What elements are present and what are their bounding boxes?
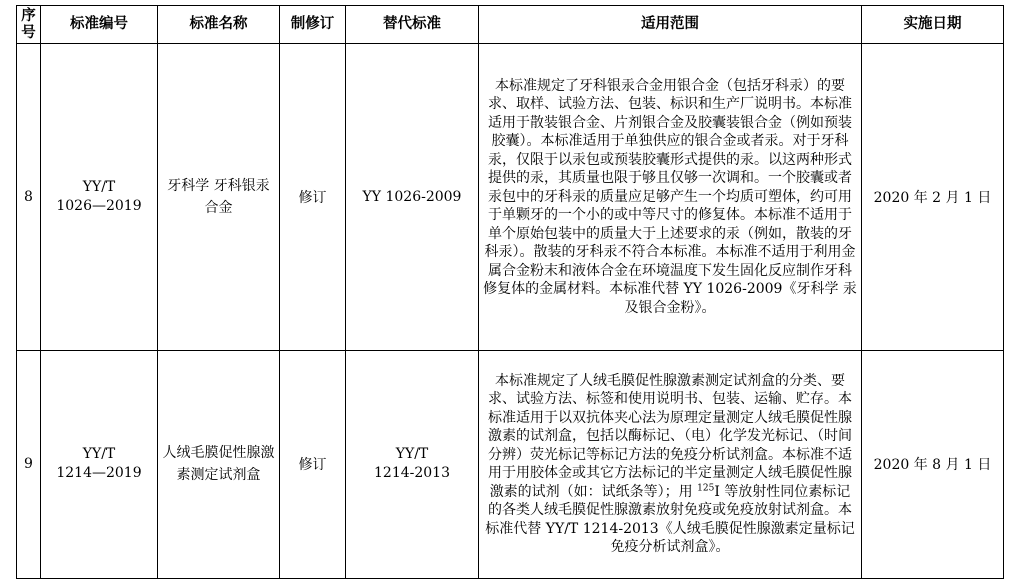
cell-type: 修订 <box>280 44 346 351</box>
header-replaces: 替代标准 <box>346 6 479 44</box>
cell-code <box>41 350 158 578</box>
header-seq-line2: 号 <box>21 24 36 41</box>
cell-type: 修订 <box>280 350 346 578</box>
cell-code <box>41 44 158 351</box>
cell-code-line1: YY/T <box>82 446 116 463</box>
cell-code-line2: 1214—2019 <box>56 465 142 482</box>
header-name: 标准名称 <box>158 6 280 44</box>
cell-replaces <box>346 350 479 578</box>
cell-code-line1: YY/T <box>82 178 116 195</box>
table-row <box>17 350 1004 578</box>
cell-scope <box>479 350 862 578</box>
cell-date: 2020 年 8 月 1 日 <box>862 350 1004 578</box>
header-date: 实施日期 <box>862 6 1004 44</box>
header-code: 标准编号 <box>41 6 158 44</box>
scope-text-part1: 本标准规定了人绒毛膜促性腺激素测定试剂盒的分类、要求、试验方法、标签和使用说明书、包装、运输、贮存。本标准适用于以双抗体夹心法为原理定量测定人绒毛膜促性腺激素的试剂盒，包括以酶标记、（电）化学发光标记、（时间分辨）荧光标记等标记方法的免疫分析试剂盒。本标准不适用于用胶体金或其它方法标记的半定量测定人绒毛膜促性腺激素的试剂（如：试纸条等）；用 <box>488 372 852 500</box>
cell-scope: 本标准规定了牙科银汞合金用银合金（包括牙科汞）的要求、取样、试验方法、包装、标识和生产厂说明书。本标准适用于散装银合金、片剂银合金及胶囊装银合金（例如预装胶囊）。本标准适用于单独供应的银合金或者汞。对于牙科汞，仅限于以汞包或预装胶囊形式提供的汞。以这两种形式提供的汞，其质量也限于够且仅够一次调和。一个胶囊或者汞包中的牙科汞的质量应足够产生一个均质可塑体，约可用于单颗牙的一个小的或中等尺寸的修复体。本标准不适用于单个原始包装中的质量大于上述要求的汞（例如，散装的牙科汞）。散装的牙科汞不符合本标准。本标准不适用于利用金属合金粉末和液体合金在环境温度下发生固化反应制作牙科修复体的金属材料。本标准代替 YY 1026-2009《牙科学 汞及银合金粉》。 <box>479 44 862 351</box>
cell-seq: 9 <box>17 350 41 578</box>
header-type: 制修订 <box>280 6 346 44</box>
cell-replaces-line1: YY/T <box>395 446 429 463</box>
table-row <box>17 44 1004 351</box>
cell-replaces: YY 1026-2009 <box>346 44 479 351</box>
isotope-superscript: 125 <box>697 483 715 494</box>
scope-text-part2: I 等放射性同位素标记的各类人绒毛膜促性腺激素放射免疫或免疫放射试剂盒。本标准代替 YY/T 1214-2013《人绒毛膜促性腺激素定量标记免疫分析试剂盒》。 <box>485 483 855 556</box>
header-seq-line1: 序 <box>21 7 36 24</box>
cell-seq: 8 <box>17 44 41 351</box>
header-scope: 适用范围 <box>479 6 862 44</box>
header-seq <box>17 6 41 44</box>
cell-code-line2: 1026—2019 <box>56 197 142 214</box>
cell-name: 人绒毛膜促性腺激素测定试剂盒 <box>158 350 280 578</box>
header-row <box>17 6 1004 44</box>
cell-replaces-line2: 1214-2013 <box>374 465 450 482</box>
standards-table <box>16 5 1004 579</box>
cell-name: 牙科学 牙科银汞合金 <box>158 44 280 351</box>
cell-date: 2020 年 2 月 1 日 <box>862 44 1004 351</box>
